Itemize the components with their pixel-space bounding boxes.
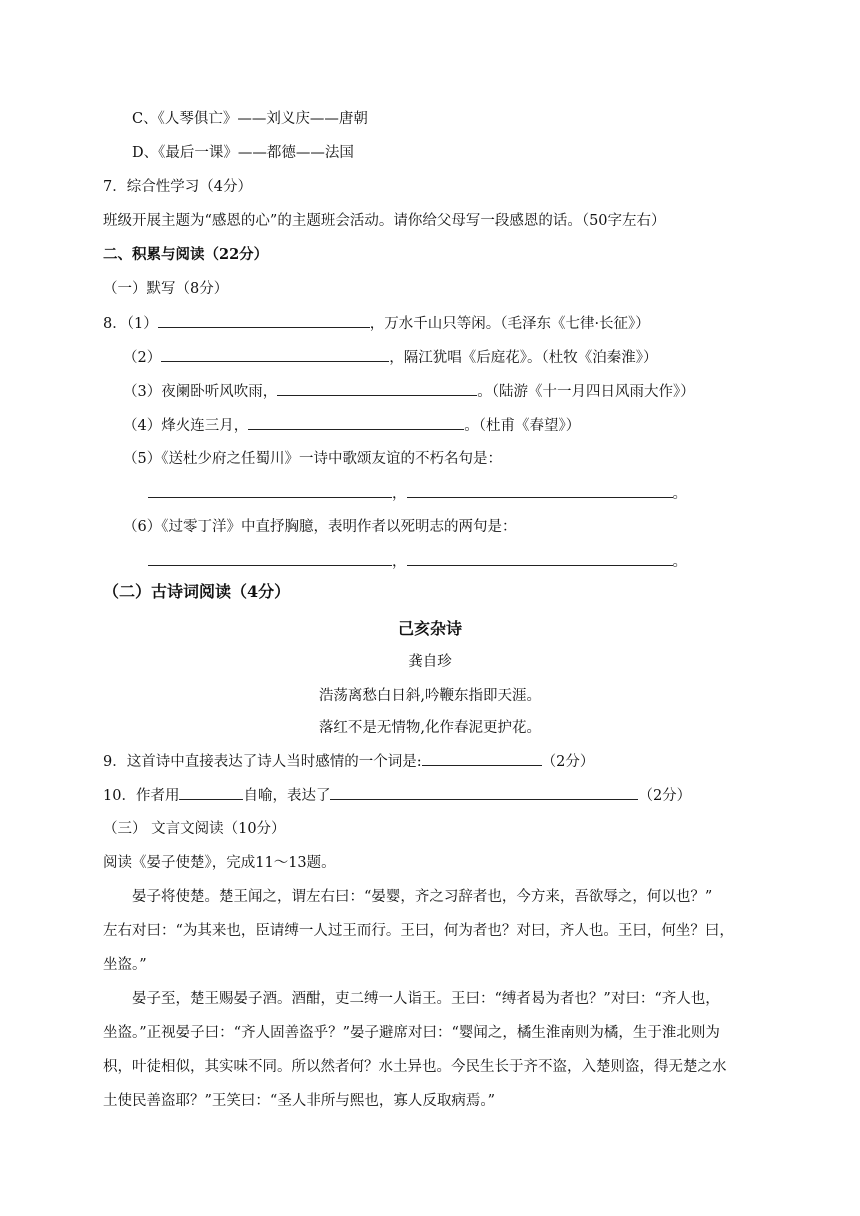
q8-3-answer-blank[interactable] bbox=[277, 381, 477, 396]
question-8-3 bbox=[123, 381, 695, 402]
passage-p2-line-2: 坐盗。”正视晏子曰：“齐人固善盗乎？”晏子避席对曰：“婴闻之，橘生淮南则为橘，生于淮北则为 bbox=[103, 1025, 720, 1041]
question-8-6-answer-line bbox=[148, 551, 687, 572]
question-8-6: （6）《过零丁洋》中直抒胸臆，表明作者以死明志的两句是： bbox=[123, 519, 517, 535]
poem-title: 己亥杂诗 bbox=[397, 619, 462, 638]
q9-score: （2分） bbox=[541, 754, 595, 770]
question-9 bbox=[103, 751, 594, 772]
q8-5-blank-1[interactable] bbox=[148, 483, 392, 498]
q8-4-suffix: 。（杜甫《春望》） bbox=[464, 418, 581, 434]
subsection-3-heading: （三） 文言文阅读（10分） bbox=[103, 821, 286, 837]
q8-6-blank-2[interactable] bbox=[407, 551, 673, 566]
passage-p1-line-2: 左右对曰：“为其来也，臣请缚一人过王而行。王曰，何为者也？对曰，齐人也。王曰，何坐？曰， bbox=[103, 923, 734, 939]
q8-1-prefix: 8．（1） bbox=[103, 316, 158, 332]
q8-3-prefix: （3）夜阑卧听风吹雨， bbox=[123, 384, 278, 400]
q8-4-prefix: （4）烽火连三月， bbox=[123, 418, 249, 434]
q8-5-comma: ， bbox=[392, 486, 407, 502]
q10-blank-2[interactable] bbox=[330, 785, 638, 800]
q8-2-prefix: （2） bbox=[123, 350, 162, 366]
q8-6-blank-1[interactable] bbox=[148, 551, 392, 566]
passage-p1-line-3: 坐盗。” bbox=[103, 957, 147, 973]
poem-line-2: 落红不是无情物,化作春泥更护花。 bbox=[318, 720, 542, 736]
question-8-2 bbox=[123, 347, 657, 368]
q10-mid: 自喻，表达了 bbox=[243, 788, 331, 804]
reading-intro: 阅读《晏子使楚》，完成11～13题。 bbox=[103, 855, 336, 871]
passage-p2-line-3: 枳，叶徒相似，其实味不同。所以然者何？水土异也。今民生长于齐不盗，入楚则盗，得无楚之水 bbox=[103, 1059, 727, 1075]
q10-blank-1[interactable] bbox=[179, 785, 243, 800]
q8-5-blank-2[interactable] bbox=[407, 483, 673, 498]
question-10 bbox=[103, 785, 691, 806]
q8-2-answer-blank[interactable] bbox=[161, 347, 389, 362]
option-c: C、《人琴俱亡》——刘义庆——唐朝 bbox=[132, 111, 368, 127]
option-d: D、《最后一课》——都德——法国 bbox=[132, 145, 354, 161]
q10-prefix: 10．作者用 bbox=[103, 788, 180, 804]
passage-p2-line-4: 土使民善盗耶？”王笑曰：“圣人非所与熙也，寡人反取病焉。” bbox=[103, 1093, 495, 1109]
passage-p1-line-1: 晏子将使楚。楚王闻之，谓左右曰：“晏婴，齐之习辞者也，今方来，吾欲辱之，何以也？” bbox=[132, 889, 713, 905]
q10-score: （2分） bbox=[638, 788, 692, 804]
section-2-heading: 二、积累与阅读（22分） bbox=[103, 246, 269, 263]
q8-1-answer-blank[interactable] bbox=[158, 313, 370, 328]
poem-line-1: 浩荡离愁白日斜,吟鞭东指即天涯。 bbox=[318, 688, 542, 704]
passage-p2-line-1: 晏子至，楚王赐晏子酒。酒酣，吏二缚一人诣王。王曰：“缚者曷为者也？”对曰：“齐人也， bbox=[132, 991, 720, 1007]
q8-6-comma: ， bbox=[392, 554, 407, 570]
q8-3-suffix: 。（陆游《十一月四日风雨大作》） bbox=[477, 384, 695, 400]
question-8-5-answer-line bbox=[148, 483, 687, 504]
q9-answer-blank[interactable] bbox=[422, 751, 542, 766]
subsection-2-heading: （二）古诗词阅读（4分） bbox=[103, 582, 291, 601]
q8-2-suffix: ，隔江犹唱《后庭花》。（杜牧《泊秦淮》） bbox=[389, 350, 658, 366]
q8-5-period: 。 bbox=[672, 486, 687, 502]
poem-author: 龚自珍 bbox=[408, 654, 452, 670]
question-7-prompt: 班级开展主题为“感恩的心”的主题班会活动。请你给父母写一段感恩的话。（50字左右） bbox=[103, 213, 666, 229]
question-8-5: （5）《送杜少府之任蜀川》一诗中歌颂友谊的不朽名句是： bbox=[123, 451, 502, 467]
q8-4-answer-blank[interactable] bbox=[248, 415, 464, 430]
q9-prefix: 9．这首诗中直接表达了诗人当时感情的一个词是: bbox=[103, 754, 422, 770]
question-8-4 bbox=[123, 415, 580, 436]
subsection-1-heading: （一）默写（8分） bbox=[103, 281, 229, 297]
q8-1-suffix: ，万水千山只等闲。（毛泽东《七律·长征》） bbox=[369, 316, 650, 332]
question-8-1 bbox=[103, 313, 650, 334]
question-7-title: 7．综合性学习（4分） bbox=[103, 179, 252, 195]
q8-6-period: 。 bbox=[672, 554, 687, 570]
